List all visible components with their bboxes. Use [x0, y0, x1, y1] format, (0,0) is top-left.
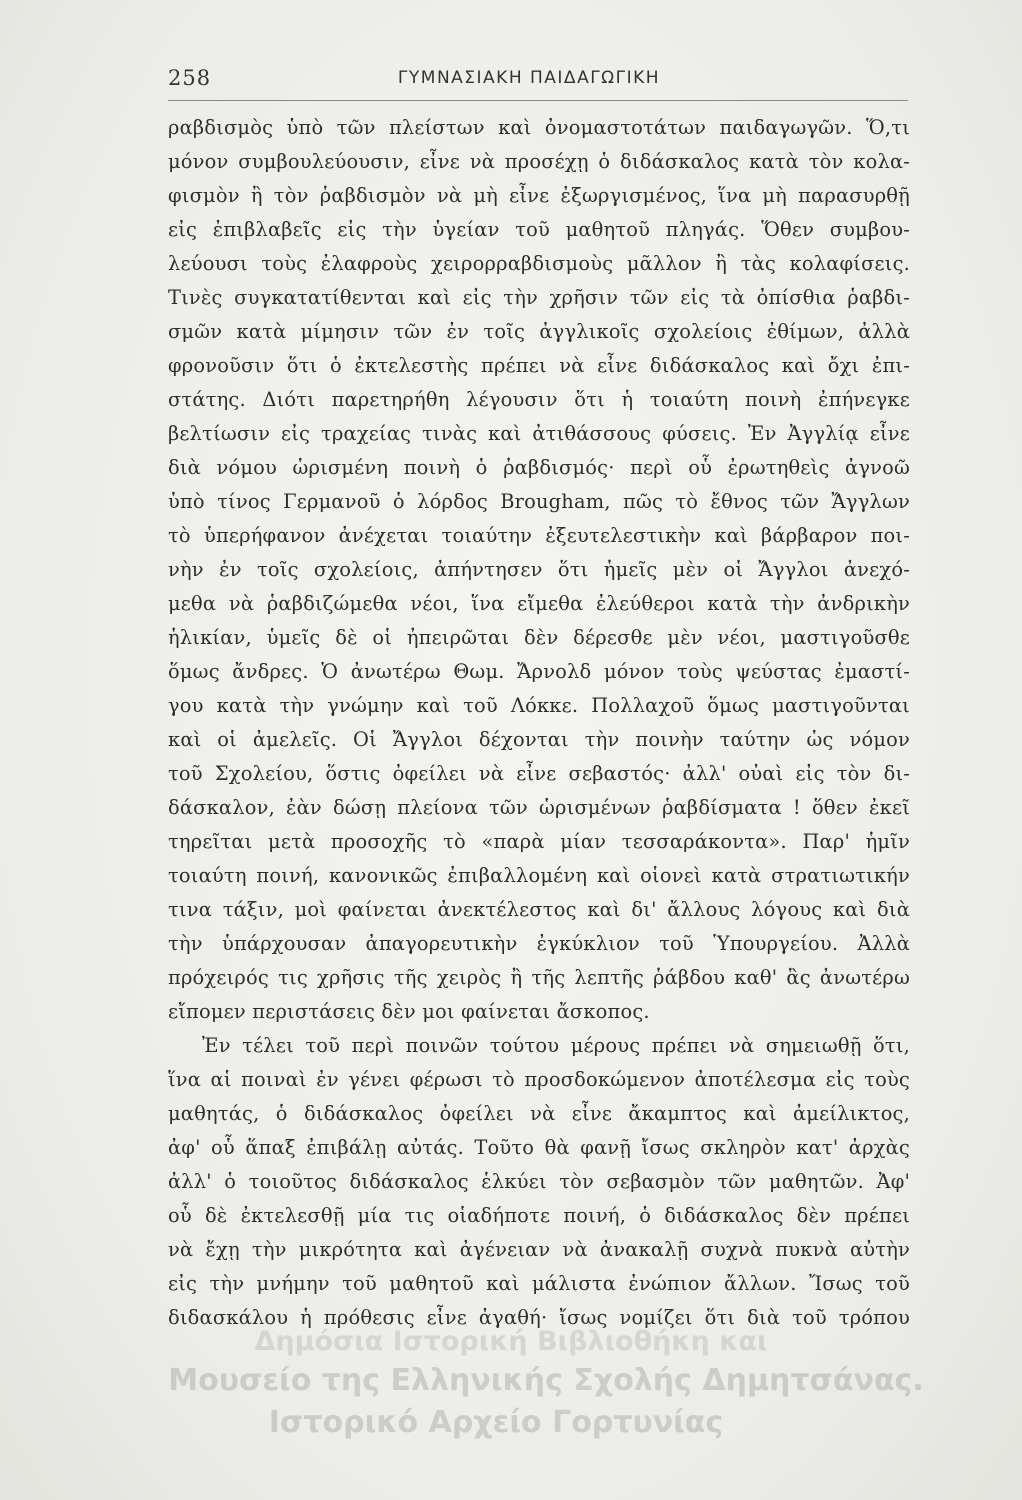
text-line: ἀλλ' ὁ τοιοῦτος διδάσκαλος ἑλκύει τὸν σεβασμὸν τῶν μαθητῶν. Ἀφ' [168, 1170, 910, 1193]
text-line: γου κατὰ τὴν γνώμην καὶ τοῦ Λόκκε. Πολλαχοῦ ὅμως μαστιγοῦνται [168, 694, 910, 717]
watermark-line-3: Ιστορικό Αρχείο Γορτυνίας [268, 1405, 724, 1440]
text-line: ὑπὸ τίνος Γερμανοῦ ὁ λόρδος Brougham, πῶς τὸ ἔθνος τῶν Ἄγγλων [168, 490, 910, 513]
text-line: ἡλικίαν, ὑμεῖς δὲ οἱ ἠπειρῶται δὲν δέρεσθε μὲν νέοι, μαστιγοῦσθε [168, 626, 910, 649]
text-line: καὶ οἱ ἀμελεῖς. Οἱ Ἄγγλοι δέχονται τὴν ποινὴν ταύτην ὡς νόμον [168, 728, 910, 751]
running-title: ΓΥΜΝΑΣΙΑΚΗ ΠΑΙΔΑΓΩΓΙΚΗ [397, 68, 661, 88]
text-line: νὰ ἔχῃ τὴν μικρότητα καὶ ἀγένειαν νὰ ἀνακαλῇ συχνὰ πυκνὰ αὐτὴν [168, 1238, 910, 1261]
text-line: μαθητάς, ὁ διδάσκαλος ὀφείλει νὰ εἶνε ἄκαμπτος καὶ ἀμείλικτος, [168, 1102, 910, 1125]
text-line: τὸ ὑπερήφανον ἀνέχεται τοιαύτην ἐξευτελεστικὴν καὶ βάρβαρον ποι- [168, 524, 910, 547]
text-line: διὰ νόμου ὡρισμένη ποινὴ ὁ ῥαβδισμός· περὶ οὗ ἐρωτηθεὶς ἀγνοῶ [168, 456, 910, 479]
text-line: τὴν ὑπάρχουσαν ἀπαγορευτικὴν ἐγκύκλιον τοῦ Ὑπουργείου. Ἀλλὰ [168, 932, 910, 955]
text-line: ὅμως ἄνδρες. Ὁ ἀνωτέρω Θωμ. Ἄρνολδ μόνον τοὺς ψεύστας ἐμαστί- [168, 660, 910, 683]
text-line: οὗ δὲ ἐκτελεσθῇ μία τις οἱαδήποτε ποινή, ὁ διδάσκαλος δὲν πρέπει [168, 1204, 910, 1227]
text-line: τοιαύτη ποινή, κανονικῶς ἐπιβαλλομένη καὶ οἱονεὶ κατὰ στρατιωτικήν [168, 864, 910, 887]
watermark-line-2: Μουσείο της Ελληνικής Σχολής Δημητσάνας. [168, 1363, 924, 1398]
text-line: μεθα νὰ ῥαβδιζώμεθα νέοι, ἵνα εἴμεθα ἐλεύθεροι κατὰ τὴν ἀνδρικὴν [168, 592, 910, 615]
text-line: δάσκαλον, ἐὰν δώσῃ πλείονα τῶν ὡρισμένων ῥαβδίσματα ! ὅθεν ἐκεῖ [168, 796, 910, 819]
text-line: ἀφ' οὗ ἅπαξ ἐπιβάλῃ αὐτάς. Τοῦτο θὰ φανῇ ἴσως σκληρὸν κατ' ἀρχὰς [168, 1136, 910, 1159]
text-line: μόνον συμβουλεύουσιν, εἶνε νὰ προσέχῃ ὁ διδάσκαλος κατὰ τὸν κολα- [168, 150, 910, 173]
text-line: ἵνα αἱ ποιναὶ ἐν γένει φέρωσι τὸ προσδοκώμενον ἀποτέλεσμα εἰς τοὺς [168, 1068, 910, 1091]
watermark-line-1: Δημόσια Ιστορική Βιβλιοθήκη και [254, 1326, 768, 1357]
text-line: τηρεῖται μετὰ προσοχῆς τὸ «παρὰ μίαν τεσσαράκοντα». Παρ' ἡμῖν [168, 830, 910, 853]
text-line: διδασκάλου ἡ πρόθεσις εἶνε ἀγαθή· ἴσως νομίζει ὅτι διὰ τοῦ τρόπου [168, 1306, 910, 1329]
body-text [168, 111, 910, 1335]
text-line: στάτης. Διότι παρετηρήθη λέγουσιν ὅτι ἡ τοιαύτη ποινὴ ἐπήνεγκε [168, 388, 910, 411]
text-line: εἰς τὴν μνήμην τοῦ μαθητοῦ καὶ μάλιστα ἐνώπιον ἄλλων. Ἴσως τοῦ [168, 1272, 910, 1295]
text-line: νὴν ἐν τοῖς σχολείοις, ἀπήντησεν ὅτι ἡμεῖς μὲν οἱ Ἄγγλοι ἀνεχό- [168, 558, 910, 581]
page-header [168, 66, 890, 102]
text-line: τοῦ Σχολείου, ὅστις ὀφείλει νὰ εἶνε σεβαστός· ἀλλ' οὐαὶ εἰς τὸν δι- [168, 762, 910, 785]
text-line: Τινὲς συγκατατίθενται καὶ εἰς τὴν χρῆσιν τῶν εἰς τὰ ὀπίσθια ῥαβδι- [168, 286, 910, 309]
text-line: πρόχειρός τις χρῆσις τῆς χειρὸς ἢ τῆς λεπτῆς ῥάβδου καθ' ἃς ἀνωτέρω [168, 966, 910, 989]
paragraph-end-line: εἴπομεν περιστάσεις δὲν μοι φαίνεται ἄσκοπος. [168, 1000, 650, 1023]
text-line: ραβδισμὸς ὑπὸ τῶν πλείστων καὶ ὀνομαστοτάτων παιδαγωγῶν. Ὅ,τι [168, 116, 910, 139]
header-rule [168, 100, 908, 101]
page-number: 258 [168, 66, 212, 90]
paragraph-start-line: Ἐν τέλει τοῦ περὶ ποινῶν τούτου μέρους πρέπει νὰ σημειωθῇ ὅτι, [202, 1034, 910, 1057]
text-line: βελτίωσιν εἰς τραχείας τινὰς καὶ ἀτιθάσσους φύσεις. Ἐν Ἀγγλίᾳ εἶνε [168, 422, 910, 445]
text-line: τινα τάξιν, μοὶ φαίνεται ἀνεκτέλεστος καὶ δι' ἄλλους λόγους καὶ διὰ [168, 898, 910, 921]
text-line: φρονοῦσιν ὅτι ὁ ἐκτελεστὴς πρέπει νὰ εἶνε διδάσκαλος καὶ ὄχι ἐπι- [168, 354, 910, 377]
text-line: φισμὸν ἢ τὸν ῥαβδισμὸν νὰ μὴ εἶνε ἐξωργισμένος, ἵνα μὴ παρασυρθῇ [168, 184, 910, 207]
text-line: λεύουσι τοὺς ἐλαφροὺς χειρορραβδισμοὺς μᾶλλον ἢ τὰς κολαφίσεις. [168, 252, 910, 275]
text-line: σμῶν κατὰ μίμησιν τῶν ἐν τοῖς ἀγγλικοῖς σχολείοις ἐθίμων, ἀλλὰ [168, 320, 910, 343]
text-line: εἰς ἐπιβλαβεῖς εἰς τὴν ὑγείαν τοῦ μαθητοῦ πληγάς. Ὅθεν συμβου- [168, 218, 910, 241]
